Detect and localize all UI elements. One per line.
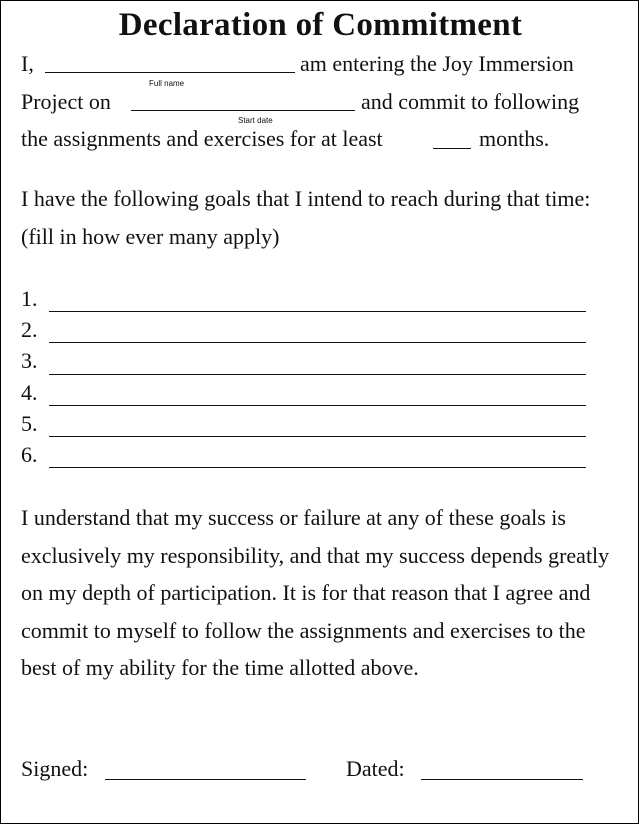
dated-label: Dated: <box>346 756 405 781</box>
form-title: Declaration of Commitment <box>118 7 523 43</box>
goal-number: 4. <box>21 380 38 405</box>
goal-field-1[interactable] <box>49 311 586 312</box>
goal-field-4[interactable] <box>49 405 586 406</box>
start-date-field[interactable] <box>131 110 355 111</box>
date-field[interactable] <box>421 779 583 780</box>
goal-number: 1. <box>21 286 38 311</box>
intro-pronoun: I, <box>21 51 34 76</box>
goal-field-2[interactable] <box>49 342 586 343</box>
signed-label: Signed: <box>21 756 89 781</box>
intro-after-name: am entering the Joy Immersion <box>300 51 574 76</box>
goal-field-5[interactable] <box>49 436 586 437</box>
full-name-field[interactable] <box>45 72 295 73</box>
start-date-caption: Start date <box>238 116 273 125</box>
intro-project-on: Project on <box>21 89 111 114</box>
goal-number: 3. <box>21 348 38 373</box>
goal-field-3[interactable] <box>49 374 586 375</box>
goal-number: 2. <box>21 317 38 342</box>
intro-line3-before: the assignments and exercises for at least <box>21 126 383 151</box>
responsibility-paragraph: I understand that my success or failure at any of these goals is exclusively my responsibility, and that my success depends greatly on my depth of participation. It is for that reason that I agree and commit to myself to follow the assignments and exercises to the best of my ability for the time allotted above. <box>21 505 610 680</box>
goals-prompt: I have the following goals that I intend to reach during that time: (fill in how ever many apply) <box>21 186 591 249</box>
full-name-caption: Full name <box>149 79 185 88</box>
goal-number: 6. <box>21 442 38 467</box>
goal-number: 5. <box>21 411 38 436</box>
signature-field[interactable] <box>105 779 306 780</box>
goal-field-6[interactable] <box>49 467 586 468</box>
intro-line3-after: months. <box>479 126 550 151</box>
months-field[interactable] <box>433 148 471 149</box>
intro-after-date: and commit to following <box>361 89 580 114</box>
